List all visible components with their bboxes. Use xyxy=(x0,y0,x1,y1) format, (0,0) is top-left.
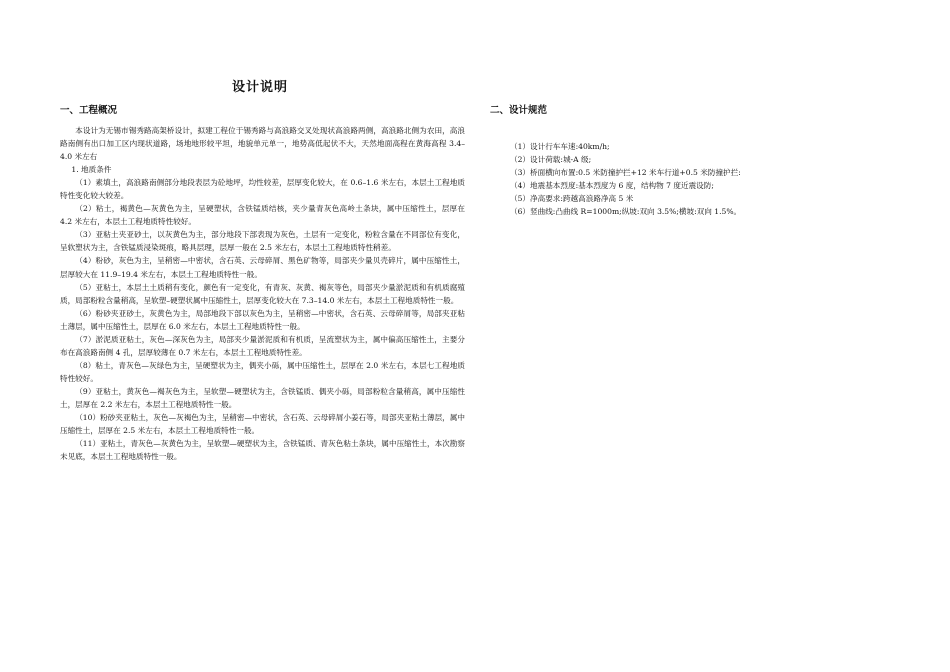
spec-item-4: （4）地震基本烈度:基本烈度为 6 度，结构物 7 度近震设防; xyxy=(510,181,714,191)
section-heading-specs: 二、设计规范 xyxy=(490,105,548,116)
spec-item-2: （2）设计荷载:城-A 级; xyxy=(510,155,592,165)
geology-item-8: （8）粘土，青灰色—灰绿色为主，呈硬塑状为主，偶夹小砾，属中压缩性土，层厚在 2.0 米左右，本层七工程地质特性较好。 xyxy=(60,360,465,383)
spec-item-1: （1）设计行车车速:40km/h; xyxy=(510,142,610,151)
geology-item-7: （7）淤泥质亚粘土，灰色—深灰色为主，局部夹少量淤泥质和有机质，呈流塑状为主，属中偏高压缩性土，主要分布在高浪路南侧 4 孔，层厚较薄在 0.7 米左右，本层土工程地质特性差。 xyxy=(60,334,465,357)
geology-item-2: （2）粘土，褐黄色—灰黄色为主，呈硬塑状，含铁锰质结核，夹少量青灰色高岭土条块，属中压缩性土，层厚在 4.2 米左右，本层土工程地质特性较好。 xyxy=(60,204,465,227)
geology-subheading: 1. 地质条件 xyxy=(71,165,112,175)
geology-item-6: （6）粉砂夹亚砂土，灰黄色为主，局部地段下部以灰色为主，呈稍密—中密状，含石英、云母碎屑等，局部夹亚粘土薄层，属中压缩性土，层厚在 6.0 米左右，本层土工程地质特性一般。 xyxy=(60,308,465,331)
geology-item-5: （5）亚粘土，本层土土质稍有变化，颜色有一定变化，有青灰、灰黄、褐灰等色，局部夹少量淤泥质和有机质腐殖质，局部粉粒含量稍高，呈软塑–硬塑状属中压缩性土，层厚变化较大在 7.3–14.0 米左右，本层土工程地质特性一般。 xyxy=(60,282,465,305)
geology-item-4: （4）粉砂，灰色为主，呈稍密—中密状，含石英、云母碎屑、黑色矿物等，局部夹少量贝壳碎片，属中压缩性土，层厚较大在 11.9–19.4 米左右，本层土工程地质特性一般。 xyxy=(60,256,465,279)
section-heading-overview: 一、工程概况 xyxy=(60,105,118,116)
geology-item-1: （1）素填土，高浪路南侧部分地段表层为砼地坪，均性较差，层厚变化较大，在 0.6–1.6 米左右，本层土工程地质特性变化较大较差。 xyxy=(60,178,465,201)
spec-item-6: （6）竖曲线:凸曲线 R=1000m;纵坡:双向 3.5%;横坡:双向 1.5%。 xyxy=(510,207,742,217)
specs-list xyxy=(510,140,850,218)
spec-item-5: （5）净高要求:跨越高浪路净高 5 米 xyxy=(510,194,634,204)
geology-item-3: （3）亚粘土夹亚砂土，以灰黄色为主，部分地段下部表现为灰色，土层有一定变化，粉粒含量在不同部位有变化，呈软塑状为主，含铁锰质浸染斑痕，略具层理，层厚一般在 2.5 米左右，本层土工程地质特性稍差。 xyxy=(60,230,465,253)
page-title: 设计说明 xyxy=(232,80,289,95)
spec-item-3: （3）桥面横向布置:0.5 米防撞护拦+12 米车行道+0.5 米防撞护拦: xyxy=(510,168,741,178)
overview-intro: 本设计为无锡市锡秀路高架桥设计，拟建工程位于锡秀路与高浪路交叉处现状高浪路两侧，高浪路北侧为农田，高浪路南侧有出口加工区内现状道路，场地地形较平坦，地貌单元单一，地势高低起伏不大，天然地面高程在黄海高程 3.4–4.0 米左右 xyxy=(60,126,465,162)
geology-item-11: （11）亚粘土，青灰色—灰黄色为主，呈软塑—硬塑状为主，含铁锰质、青灰色粘土条块，属中压缩性土，本次勘察未见底，本层土工程地质特性一般。 xyxy=(60,439,465,462)
geology-item-10: （10）粉砂夹亚粘土，灰色—灰褐色为主，呈稍密—中密状，含石英、云母碎屑小姜石等，局部夹亚粘土薄层，属中压缩性土，层厚在 2.5 米左右，本层土工程地质特性一般。 xyxy=(60,413,465,436)
geology-item-9: （9）亚粘土，黄灰色—褐灰色为主，呈软塑—硬塑状为主，含铁锰质、偶夹小砾，局部粉粒含量稍高，属中压缩性土，层厚在 2.2 米左右，本层土工程地质特性一般。 xyxy=(60,386,465,409)
overview-body xyxy=(60,124,465,463)
